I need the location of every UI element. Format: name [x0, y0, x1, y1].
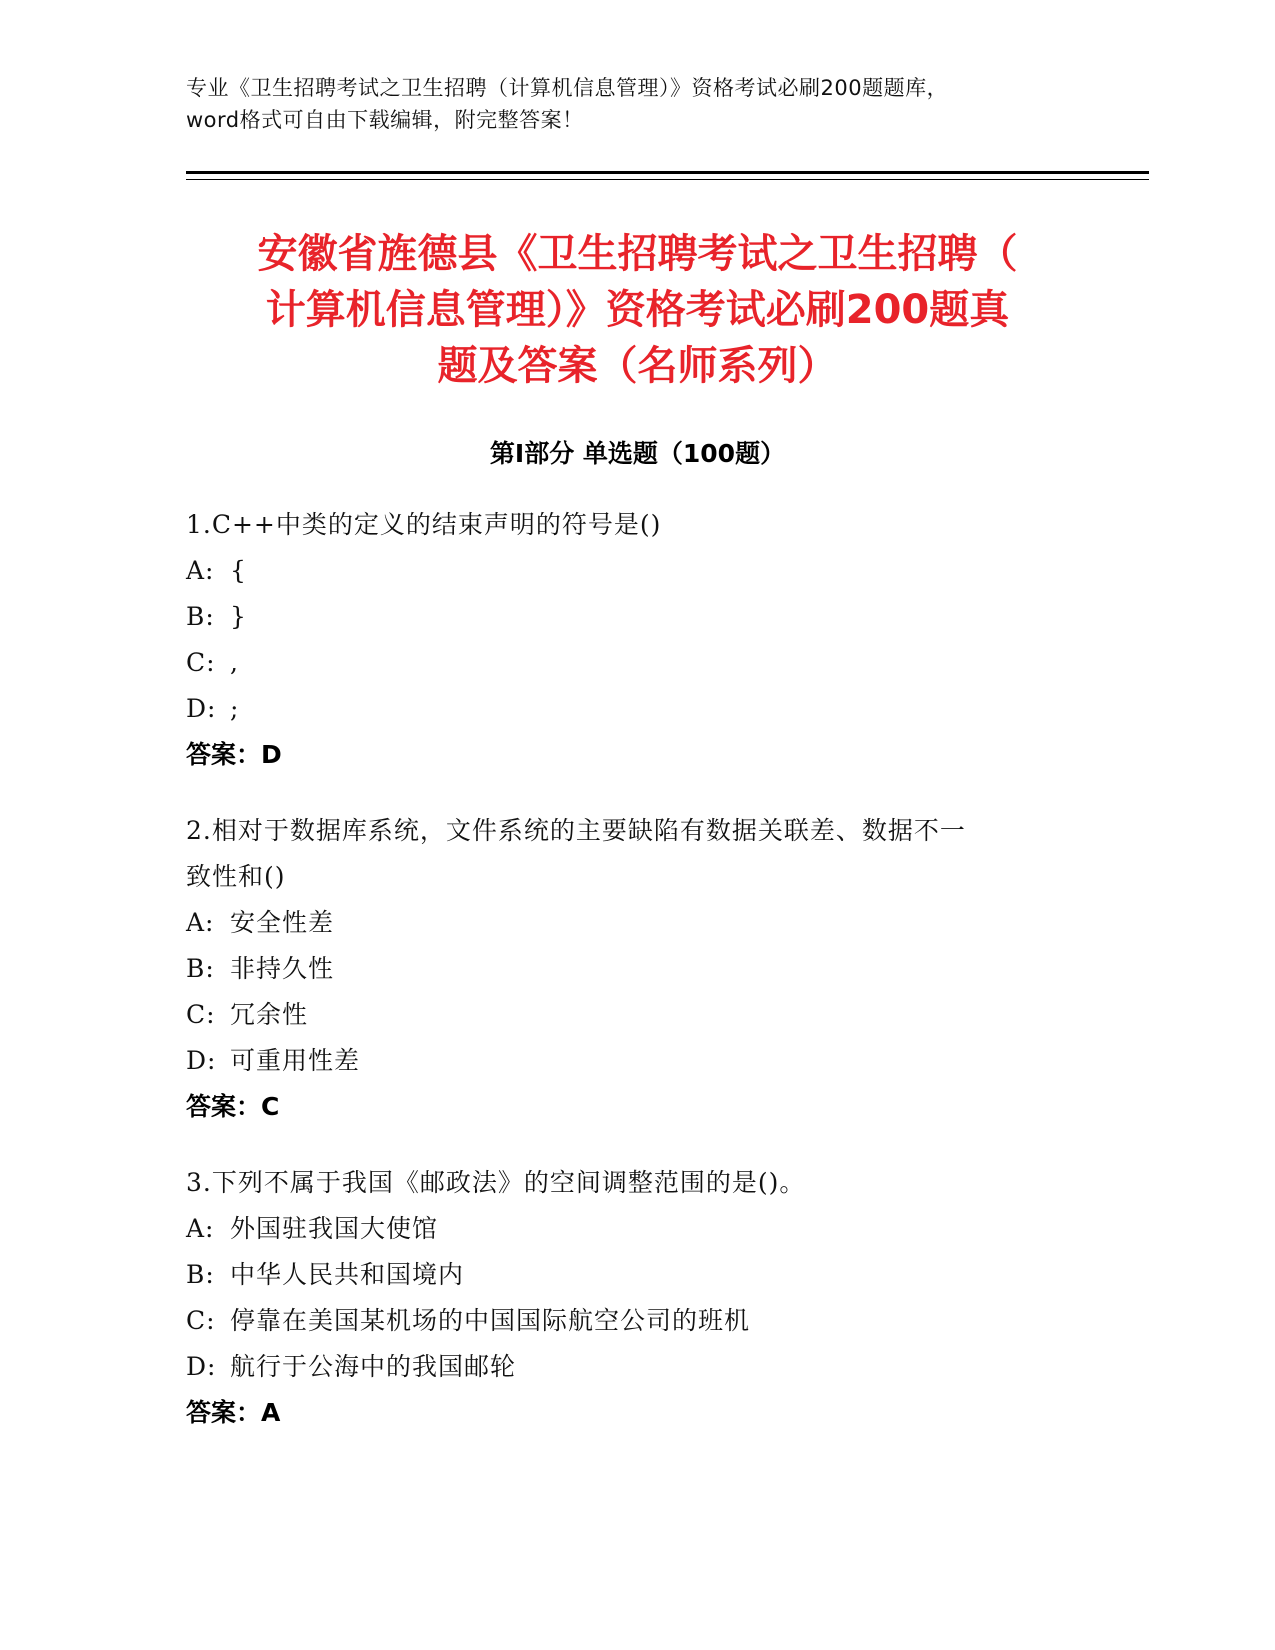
header-rule-thick: [186, 171, 1149, 174]
option-a: [186, 900, 1086, 946]
header-rule-thin: [186, 179, 1149, 180]
option-text: ;: [230, 694, 240, 723]
question-1: [186, 502, 1086, 778]
answer-line: 答案：A: [186, 1398, 281, 1427]
option-text: 航行于公海中的我国邮轮: [230, 1352, 517, 1381]
document-title-line-3: 题及答案（名师系列）: [437, 343, 838, 389]
header-note: [186, 72, 1086, 136]
option-text: 非持久性: [230, 954, 335, 983]
option-text: {: [230, 556, 247, 585]
option-letter: B:: [186, 602, 215, 631]
answer-line: 答案：D: [186, 740, 282, 769]
option-text: 安全性差: [230, 908, 335, 937]
question-3: [186, 1160, 1086, 1436]
option-text: 冗余性: [230, 1000, 309, 1029]
option-c: [186, 1298, 1086, 1344]
option-letter: D:: [186, 1046, 217, 1075]
option-text: 中华人民共和国境内: [230, 1260, 465, 1289]
document-title-line-2: 计算机信息管理）》资格考试必刷200题真: [265, 287, 1010, 333]
option-letter: D:: [186, 1352, 217, 1381]
option-letter: A:: [186, 908, 215, 937]
option-text: 停靠在美国某机场的中国国际航空公司的班机: [230, 1306, 751, 1335]
option-letter: A:: [186, 1214, 215, 1243]
option-letter: D:: [186, 694, 217, 723]
option-c: [186, 992, 1086, 1038]
option-text: ,: [230, 648, 239, 677]
option-d: [186, 1038, 1086, 1084]
option-text: }: [230, 602, 247, 631]
header-note-line-2: word格式可自由下载编辑，附完整答案！: [186, 108, 584, 132]
option-text: 可重用性差: [230, 1046, 361, 1075]
option-b: [186, 946, 1086, 992]
document-title: [150, 226, 1125, 394]
document-title-line-1: 安徽省旌德县《卫生招聘考试之卫生招聘（: [257, 231, 1018, 277]
option-letter: C:: [186, 648, 216, 677]
question-stem-continued: 致性和(): [186, 862, 286, 891]
option-letter: B:: [186, 954, 215, 983]
header-note-line-1: 专业《卫生招聘考试之卫生招聘（计算机信息管理）》资格考试必刷200题题库，: [186, 76, 949, 100]
option-a: [186, 548, 1086, 594]
option-b: [186, 594, 1086, 640]
question-stem: 3.下列不属于我国《邮政法》的空间调整范围的是()。: [186, 1168, 806, 1197]
question-stem: 1.C++中类的定义的结束声明的符号是(): [186, 510, 662, 539]
option-b: [186, 1252, 1086, 1298]
option-text: 外国驻我国大使馆: [230, 1214, 439, 1243]
option-d: [186, 1344, 1086, 1390]
question-2: [186, 808, 1086, 1130]
option-a: [186, 1206, 1086, 1252]
option-letter: A:: [186, 556, 215, 585]
section-heading: 第Ⅰ部分 单选题（100题）: [489, 439, 786, 468]
question-stem: 2.相对于数据库系统，文件系统的主要缺陷有数据关联差、数据不一: [186, 816, 966, 845]
option-letter: B:: [186, 1260, 215, 1289]
option-letter: C:: [186, 1306, 216, 1335]
option-c: [186, 640, 1086, 686]
option-d: [186, 686, 1086, 732]
answer-line: 答案：C: [186, 1092, 280, 1121]
option-letter: C:: [186, 1000, 216, 1029]
